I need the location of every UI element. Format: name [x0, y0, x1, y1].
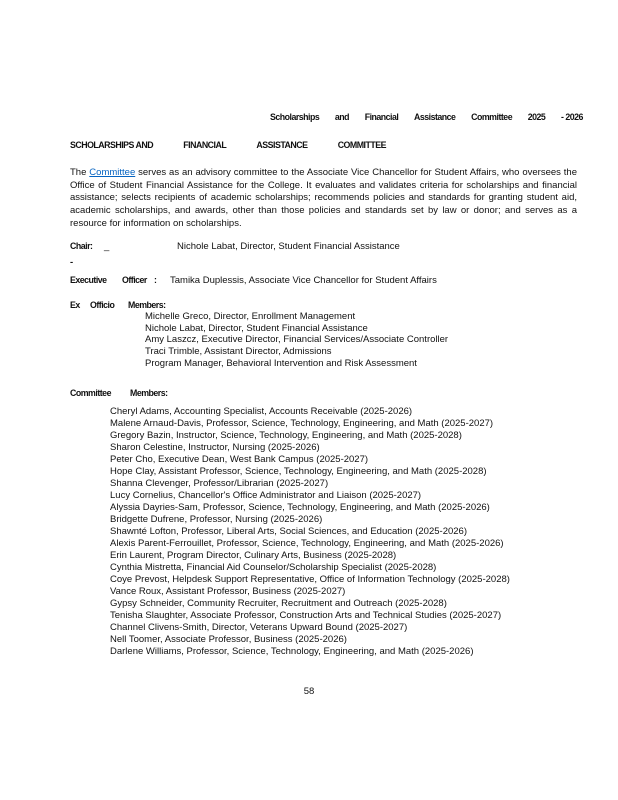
committee-member: Cheryl Adams, Accounting Specialist, Accounts Receivable (2025-2026) — [110, 406, 413, 417]
committee-member: Bridgette Dufrene, Professor, Nursing (2025-2026) — [110, 514, 323, 525]
committee-member: Darlene Williams, Professor, Science, Technology, Engineering, and Math (2025-2026) — [110, 646, 474, 657]
running-header-word: Scholarships — [270, 112, 320, 122]
page-title-word: ASSISTANCE — [256, 140, 308, 150]
ex-officio-member: Michelle Greco, Director, Enrollment Management — [145, 311, 356, 322]
intro-text-before: The — [70, 167, 90, 178]
executive-officer-label-word2: Officer — [122, 275, 147, 285]
committee-member: Cynthia Mistretta, Financial Aid Counselor/Scholarship Specialist (2025-2028) — [110, 562, 437, 573]
committee-member: Peter Cho, Executive Dean, West Bank Campus (2025-2027) — [110, 454, 369, 465]
committee-member: Gypsy Schneider, Community Recruiter, Recruitment and Outreach (2025-2028) — [110, 598, 447, 609]
committee-member: Lucy Cornelius, Chancellor's Office Administrator and Liaison (2025-2027) — [110, 490, 422, 501]
ex-officio-members-list — [145, 311, 448, 370]
running-header-word: Committee — [471, 112, 513, 122]
committee-members-label-word1: Committee — [70, 388, 111, 398]
ex-officio-label-word1: Ex — [70, 300, 80, 310]
committee-member: Nell Toomer, Associate Professor, Business (2025-2026) — [110, 634, 347, 645]
intro-paragraph — [70, 167, 577, 231]
committee-member: Vance Roux, Assistant Professor, Business (2025-2027) — [110, 586, 346, 597]
ex-officio-member: Amy Laszcz, Executive Director, Financial Services/Associate Controller — [145, 334, 449, 346]
committee-member: Alyssia Dayries-Sam, Professor, Science, Technology, Engineering, and Math (2025-2026) — [110, 502, 490, 513]
executive-officer-label-word1: Executive — [70, 275, 107, 285]
committee-member: Coye Prevost, Helpdesk Support Representative, Office of Information Technology (2025-2028) — [110, 574, 510, 585]
chair-value: Nichole Labat, Director, Student Financial Assistance — [177, 241, 400, 252]
separator-dash: - — [70, 257, 74, 268]
running-header-word: Assistance — [414, 112, 456, 122]
committee-member: Gregory Bazin, Instructor, Science, Technology, Engineering, and Math (2025-2028) — [110, 430, 462, 441]
page-title — [70, 140, 386, 150]
committee-member: Shanna Clevenger, Professor/Librarian (2025-2027) — [110, 478, 329, 489]
executive-officer-colon: : — [154, 275, 157, 285]
committee-member: Malene Arnaud-Davis, Professor, Science, Technology, Engineering, and Math (2025-2027) — [110, 418, 494, 429]
chair-mark: _ — [104, 241, 110, 252]
committee-member: Sharon Celestine, Instructor, Nursing (2025-2026) — [110, 442, 320, 453]
committee-link[interactable]: Committee — [89, 167, 136, 178]
running-header — [270, 112, 583, 122]
ex-officio-label-word2: Officio — [90, 300, 115, 310]
running-header-word: 2025 — [527, 112, 546, 122]
page-title-word: SCHOLARSHIPS AND — [70, 140, 154, 150]
page-title-word: COMMITTEE — [337, 140, 386, 150]
committee-member: Erin Laurent, Program Director, Culinary Arts, Business (2025-2028) — [110, 550, 397, 561]
executive-officer-value: Tamika Duplessis, Associate Vice Chancellor for Student Affairs — [170, 275, 437, 286]
ex-officio-member: Program Manager, Behavioral Intervention and Risk Assessment — [145, 357, 417, 369]
intro-text-after: serves as an advisory committee to the Associate Vice Chancellor for Student Affairs, who oversees the Office of Student Financial Assistance for the College. It evaluates and validates criteria for scholarships and financial assistance; selects recipients of academic scholarships; recommends policies and standards for granting student aid, academic scholarships, and awards, other than those policies and standards set by law or donor; and serves as a resource for information on scholarships. — [70, 167, 578, 229]
committee-member: Alexis Parent-Ferrouillet, Professor, Science, Technology, Engineering, and Math (2025-2026) — [110, 538, 504, 549]
running-header-word: - 2026 — [560, 112, 583, 122]
ex-officio-label-word3: Members: — [128, 300, 166, 310]
committee-member: Hope Clay, Assistant Professor, Science, Technology, Engineering, and Math (2025-2028) — [110, 466, 487, 477]
committee-members-label-word2: Members: — [130, 388, 168, 398]
committee-member: Tenisha Slaughter, Associate Professor, Construction Arts and Technical Studies (2025-2027) — [110, 610, 502, 621]
ex-officio-member: Nichole Labat, Director, Student Financial Assistance — [145, 322, 368, 334]
ex-officio-member: Traci Trimble, Assistant Director, Admissions — [145, 346, 332, 358]
running-header-word: and — [334, 112, 350, 122]
committee-member: Channel Clivens-Smith, Director, Veterans Upward Bound (2025-2027) — [110, 622, 408, 633]
chair-label: Chair: — [70, 241, 93, 251]
committee-members-list — [110, 406, 510, 658]
committee-member: Shawnté Lofton, Professor, Liberal Arts, Social Sciences, and Education (2025-2026) — [110, 526, 467, 537]
page-number: 58 — [303, 686, 315, 697]
page-title-word: FINANCIAL — [183, 140, 227, 150]
running-header-word: Financial — [364, 112, 399, 122]
